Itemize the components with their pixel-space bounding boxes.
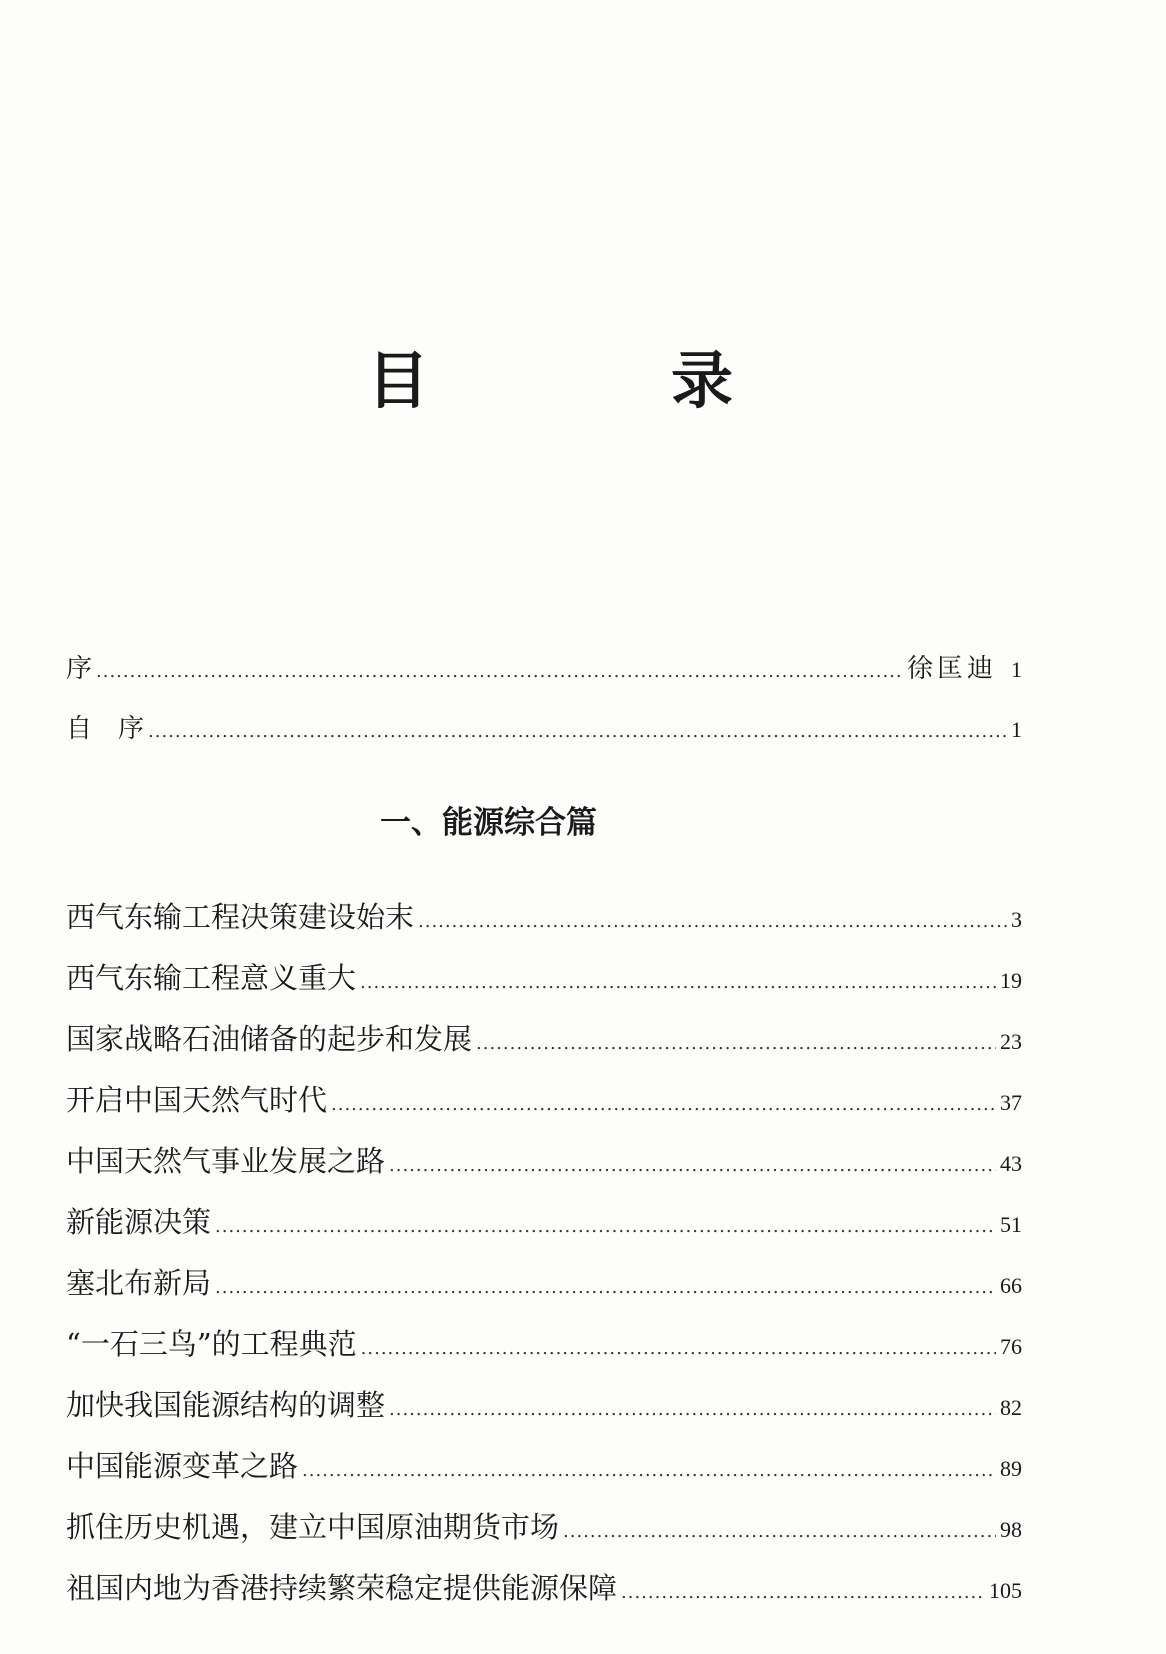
- dot-leader: [215, 1216, 996, 1237]
- entry-title: 中国能源变革之路: [66, 1449, 299, 1483]
- entry-page-number: 105: [989, 1578, 1022, 1603]
- entry-title: 国家战略石油储备的起步和发展: [66, 1022, 473, 1056]
- entry-page-number: 89: [1000, 1456, 1022, 1481]
- toc-entry[interactable]: [66, 1444, 1022, 1505]
- dot-leader: [563, 1521, 996, 1542]
- entry-page-number: 23: [1000, 1029, 1022, 1054]
- entry-title: “一石三鸟”的工程典范: [66, 1327, 357, 1361]
- toc-prelim-list: [66, 648, 1022, 768]
- entry-title: 抓住历史机遇，建立中国原油期货市场: [66, 1510, 560, 1544]
- entry-title: 开启中国天然气时代: [66, 1083, 328, 1117]
- entry-page-number: 98: [1000, 1517, 1022, 1542]
- dot-leader: [621, 1582, 985, 1603]
- entry-title: 西气东输工程意义重大: [66, 961, 357, 995]
- dot-leader: [361, 1338, 996, 1359]
- toc-entry-author-preface[interactable]: [66, 708, 1022, 768]
- dot-leader: [389, 1399, 996, 1420]
- dot-leader: [215, 1277, 996, 1298]
- entry-page-number: 51: [1000, 1212, 1022, 1237]
- entry-author: 徐匡迪: [906, 654, 997, 684]
- entry-page-number: 3: [1011, 907, 1022, 932]
- dot-leader: [476, 1033, 996, 1054]
- dot-leader: [360, 972, 996, 993]
- entry-title: 自 序: [66, 714, 145, 744]
- entry-page-number: 19: [1000, 968, 1022, 993]
- toc-entry[interactable]: [66, 1139, 1022, 1200]
- entry-title: 加快我国能源结构的调整: [66, 1388, 386, 1422]
- entry-page-number: 37: [1000, 1090, 1022, 1115]
- toc-entry[interactable]: [66, 1505, 1022, 1566]
- dot-leader: [302, 1460, 996, 1481]
- toc-entry[interactable]: [66, 1017, 1022, 1078]
- entry-page-number: 82: [1000, 1395, 1022, 1420]
- entry-page-number: 1: [1011, 657, 1022, 682]
- entry-title: 西气东输工程决策建设始末: [66, 900, 415, 934]
- toc-entry[interactable]: [66, 1383, 1022, 1444]
- entry-page-number: 76: [1000, 1334, 1022, 1359]
- page-title: 目 录: [366, 344, 823, 417]
- dot-leader: [389, 1155, 996, 1176]
- entry-page-number: 43: [1000, 1151, 1022, 1176]
- toc-entry[interactable]: [66, 956, 1022, 1017]
- toc-entry[interactable]: [66, 895, 1022, 956]
- toc-entry[interactable]: [66, 1078, 1022, 1139]
- toc-entry-preface[interactable]: [66, 648, 1022, 708]
- entry-page-number: 66: [1000, 1273, 1022, 1298]
- toc-entry[interactable]: [66, 1322, 1022, 1383]
- entry-title: 中国天然气事业发展之路: [66, 1144, 386, 1178]
- entry-title: 塞北布新局: [66, 1266, 212, 1300]
- entry-title: 新能源决策: [66, 1205, 212, 1239]
- entry-page-number: 1: [1011, 717, 1022, 742]
- toc-entry[interactable]: [66, 1566, 1022, 1627]
- section-heading: 一、能源综合篇: [380, 805, 597, 841]
- toc-section-list: [66, 895, 1022, 1627]
- dot-leader: [148, 721, 1007, 742]
- entry-title: 序: [66, 654, 93, 684]
- dot-leader: [331, 1094, 996, 1115]
- entry-title: 祖国内地为香港持续繁荣稳定提供能源保障: [66, 1571, 618, 1605]
- dot-leader: [418, 911, 1007, 932]
- dot-leader: [96, 661, 903, 682]
- toc-entry[interactable]: [66, 1261, 1022, 1322]
- toc-entry[interactable]: [66, 1200, 1022, 1261]
